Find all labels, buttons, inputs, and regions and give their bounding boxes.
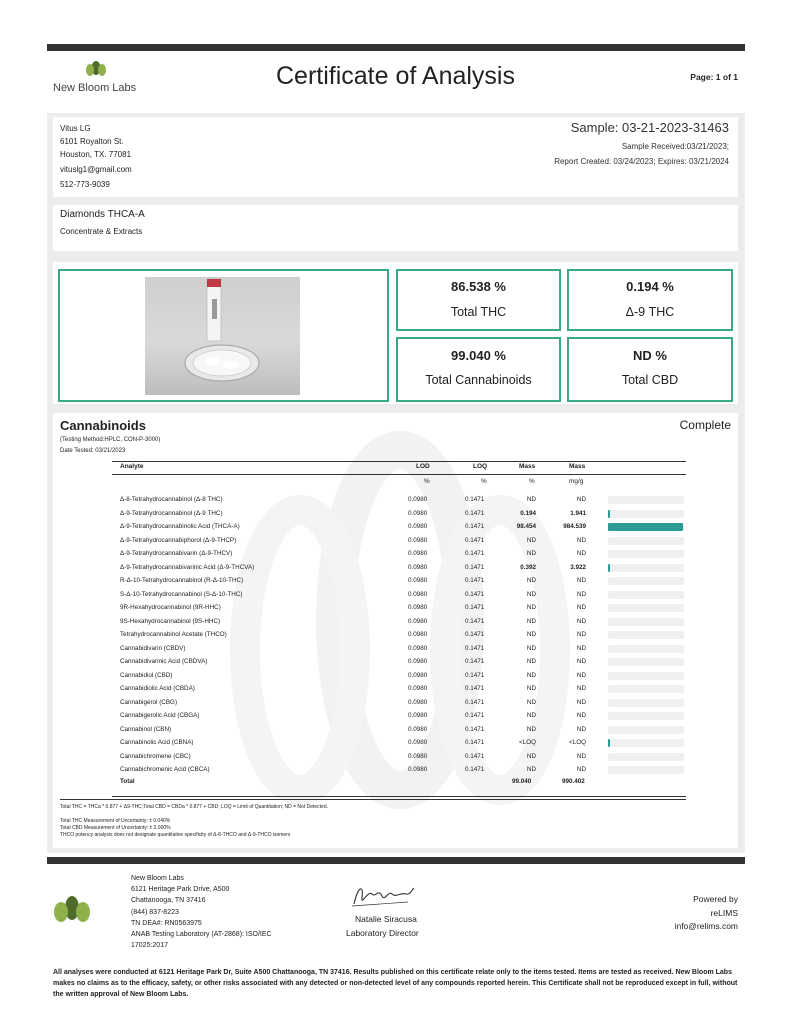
lod-value: 0.0980 [408, 536, 428, 544]
lod-value: 0.0980 [408, 685, 428, 692]
table-row [112, 589, 686, 602]
mass-mg-value: ND [576, 698, 586, 706]
lod-value: 0.0980 [408, 577, 428, 584]
footer-lab-name: New Bloom Labs [131, 875, 184, 882]
concentration-bar [608, 766, 684, 774]
col-mass-mg: Mass [569, 463, 586, 470]
lod-value: 0.0980 [408, 590, 428, 598]
metric-d9-thc [567, 269, 733, 331]
concentration-bar-fill [608, 564, 610, 572]
lod-value: 0.0980 [408, 644, 428, 652]
lod-value: 0.0980 [408, 604, 428, 611]
powered-by [675, 893, 738, 934]
footer-lab-info [131, 873, 272, 951]
powered-by-label: Powered by [693, 894, 738, 904]
concentration-bar [608, 523, 684, 531]
page-number: Page: 1 of 1 [690, 72, 738, 82]
footnote-cbd-uncertainty: Total CBD Measurement of Uncertainty: ± 2.000% [60, 825, 171, 831]
concentration-bar [608, 631, 684, 639]
d9-thc-label: Δ-9 THC [625, 305, 675, 319]
analyte-name: Cannabidiolic Acid (CBDA) [120, 685, 195, 692]
loq-value: 0.1471 [465, 685, 485, 692]
loq-value: 0.1471 [465, 577, 485, 584]
mass-pct-value: ND [526, 604, 536, 611]
lod-value: 0.0980 [408, 739, 428, 746]
analyte-name: Cannabidiol (CBD) [120, 671, 173, 679]
table-row [112, 764, 686, 777]
powered-by-name: reLIMS [710, 907, 738, 918]
mass-mg-value: ND [576, 590, 586, 598]
table-row [112, 548, 686, 561]
concentration-bar-fill [608, 510, 610, 518]
total-cbd-label: Total CBD [621, 373, 679, 387]
total-row [112, 778, 686, 790]
loq-value: 0.1471 [465, 617, 485, 625]
mass-pct-value: ND [526, 671, 536, 679]
table-row [112, 629, 686, 642]
unit-mass-pct: % [529, 478, 535, 485]
table-row [112, 521, 686, 534]
analyte-name: R-Δ-10-Tetrahydrocannabinol (R-Δ-10-THC) [120, 577, 244, 584]
loq-value: 0.1471 [465, 671, 485, 679]
product-panel [53, 205, 738, 251]
loq-value: 0.1471 [465, 766, 485, 773]
lod-value: 0.0980 [408, 550, 428, 557]
mass-mg-value: ND [576, 604, 586, 611]
sample-photo [145, 277, 300, 395]
mass-pct-value: ND [526, 617, 536, 625]
concentration-bar [608, 699, 684, 707]
loq-value: 0.1471 [465, 496, 485, 503]
signer-role: Laboratory Director [346, 928, 419, 938]
analyte-name: Cannabidivarin (CBDV) [120, 644, 186, 652]
cannabinoids-title: Cannabinoids [60, 418, 146, 433]
total-thc-label: Total THC [450, 305, 507, 319]
concentration-bar [608, 753, 684, 761]
table-row [112, 616, 686, 629]
sample-id: Sample: 03-21-2023-31463 [570, 120, 729, 135]
concentration-bar [608, 672, 684, 680]
analyte-name: Δ-9-Tetrahydrocannabinolic Acid (THCA-A) [120, 523, 240, 530]
mass-pct-value: ND [526, 725, 536, 733]
lod-value: 0.0980 [408, 712, 428, 719]
table-row [112, 494, 686, 507]
loq-value: 0.1471 [465, 644, 485, 652]
mass-mg-value: <LOQ [569, 739, 586, 746]
table-row [112, 697, 686, 710]
mass-pct-value: ND [526, 644, 536, 652]
mass-pct-value: ND [526, 590, 536, 598]
loq-value: 0.1471 [465, 550, 485, 557]
table-header [112, 461, 686, 475]
loq-value: 0.1471 [465, 658, 485, 665]
footer-address1: 6121 Heritage Park Drive, A500 [131, 886, 230, 894]
loq-value: 0.1471 [465, 752, 485, 760]
mass-mg-value: ND [576, 725, 586, 733]
col-analyte: Analyte [120, 463, 144, 470]
loq-value: 0.1471 [465, 631, 485, 638]
mass-mg-value: 984.539 [563, 523, 586, 530]
footer-iso: 17025:2017 [131, 942, 168, 950]
sample-received: Sample Received:03/21/2023; [621, 142, 729, 151]
lod-value: 0.0980 [408, 617, 428, 625]
footer-bar [47, 857, 745, 864]
mass-mg-value: ND [576, 712, 586, 719]
mass-mg-value: ND [576, 631, 586, 638]
loq-value: 0.1471 [465, 698, 485, 706]
metric-total-cannabinoids [396, 337, 561, 402]
table-row [112, 535, 686, 548]
concentration-bar [608, 537, 684, 545]
lod-value: 0.0980 [408, 523, 428, 530]
loq-value: 0.1471 [465, 739, 485, 746]
loq-value: 0.1471 [465, 712, 485, 719]
col-loq: LOQ [473, 463, 488, 470]
mass-pct-value: ND [526, 577, 536, 584]
total-label: Total [120, 778, 135, 785]
unit-mass-mg: mg/g [569, 478, 584, 485]
date-tested: Date Tested: 03/21/2023 [60, 448, 126, 454]
table-row [112, 562, 686, 575]
concentration-bar-fill [608, 739, 610, 747]
concentration-bar [608, 685, 684, 693]
mass-mg-value: ND [576, 685, 586, 692]
signer-name: Natalie Siracusa [355, 914, 417, 924]
col-lod: LOD [416, 463, 430, 470]
total-cbd-value: ND % [633, 348, 667, 363]
sample-meta [554, 139, 729, 169]
client-info [60, 121, 132, 192]
signature [348, 880, 418, 912]
mass-pct-value: ND [526, 658, 536, 665]
loq-value: 0.1471 [465, 725, 485, 733]
total-cannabinoids-value: 99.040 % [451, 348, 506, 363]
mass-mg-value: ND [576, 752, 586, 760]
powered-by-email: info@relims.com [674, 921, 738, 931]
table-row [112, 602, 686, 615]
lod-value: 0.0980 [408, 671, 428, 679]
report-created: Report Created: 03/24/2023; Expires: 03/21/2024 [554, 157, 729, 166]
total-divider [112, 796, 686, 797]
cannabinoids-status: Complete [679, 418, 731, 432]
lod-value: 0.0980 [408, 766, 428, 773]
mass-mg-value: 1.941 [570, 509, 586, 517]
mass-pct-value: ND [526, 766, 536, 773]
analyte-name: 9R-Hexahydrocannabinol (9R-HHC) [120, 604, 221, 611]
product-name: Diamonds THCA-A [60, 209, 145, 220]
units-row [112, 478, 686, 488]
loq-value: 0.1471 [465, 604, 485, 611]
testing-method: (Testing Method:HPLC, CON-P-3000) [60, 437, 161, 443]
client-name: Vitus LG [60, 124, 91, 133]
loq-value: 0.1471 [465, 563, 485, 571]
mass-mg-value: ND [576, 617, 586, 625]
analyte-name: Δ-9-Tetrahydrocannabinol (Δ-9 THC) [120, 509, 223, 517]
table-row [112, 670, 686, 683]
footnote-definitions: Total THC = THCa * 0.877 + Δ9-THC;Total CBD = CBDa * 0.877 + CBD; LOQ = Limit of Quantitation; ND = Not Detected. [60, 804, 328, 810]
table-row [112, 656, 686, 669]
mass-pct-value: ND [526, 550, 536, 557]
analyte-name: Cannabinol (CBN) [120, 725, 172, 733]
concentration-bar [608, 712, 684, 720]
mass-pct-value: ND [526, 698, 536, 706]
lod-value: 0.0980 [408, 752, 428, 760]
mass-mg-value: ND [576, 550, 586, 557]
unit-loq: % [481, 478, 487, 485]
loq-value: 0.1471 [465, 590, 485, 598]
mass-mg-value: ND [576, 536, 586, 544]
client-address1: 6101 Royalton St. [60, 137, 124, 146]
concentration-bar [608, 645, 684, 653]
mass-mg-value: ND [576, 496, 586, 503]
metric-total-thc [396, 269, 561, 331]
concentration-bar [608, 591, 684, 599]
loq-value: 0.1471 [465, 536, 485, 544]
analyte-name: Cannabidivarinic Acid (CBDVA) [120, 658, 208, 665]
concentration-bar [608, 604, 684, 612]
total-pct: 99.040 [512, 778, 532, 785]
mass-pct-value: ND [526, 536, 536, 544]
analyte-name: Cannabigerol (CBG) [120, 698, 178, 706]
mass-mg-value: ND [576, 658, 586, 665]
product-category: Concentrate & Extracts [60, 227, 143, 236]
mass-pct-value: ND [526, 496, 536, 503]
mass-pct-value: ND [526, 631, 536, 638]
metric-total-cbd [567, 337, 733, 402]
lod-value: 0.0980 [408, 563, 428, 571]
lod-value: 0.0980 [408, 658, 428, 665]
concentration-bar [608, 658, 684, 666]
mass-pct-value: ND [526, 712, 536, 719]
table-row [112, 575, 686, 588]
lab-logo-text: New Bloom Labs [53, 82, 137, 94]
lod-value: 0.0980 [408, 725, 428, 733]
footer-anab: ANAB Testing Laboratory (AT-2868): ISO/IEC [131, 931, 272, 939]
mass-mg-value: ND [576, 671, 586, 679]
footer-phone: (844) 837-8223 [131, 908, 179, 916]
unit-lod: % [424, 478, 430, 485]
analyte-name: Cannabichromene (CBC) [120, 752, 191, 760]
mass-pct-value: ND [526, 752, 536, 760]
header-bar [47, 44, 745, 51]
col-mass-pct: Mass [519, 463, 536, 470]
mass-mg-value: ND [576, 644, 586, 652]
concentration-bar [608, 726, 684, 734]
total-mg: 990.402 [562, 778, 585, 785]
footer-address2: Chattanooga, TN 37416 [131, 897, 206, 905]
analyte-name: Δ-9-Tetrahydrocannabivarinic Acid (Δ-9-THCVA) [120, 563, 255, 571]
lod-value: 0.0980 [408, 631, 428, 638]
mass-mg-value: ND [576, 577, 586, 584]
loq-value: 0.1471 [465, 523, 485, 530]
analyte-name: Δ-8-Tetrahydrocannabinol (Δ-8 THC) [120, 496, 223, 503]
footnote-thc-uncertainty: Total THC Measurement of Uncertainty: ± 0.040% [60, 818, 171, 824]
lod-value: 0.0980 [408, 509, 428, 517]
analyte-name: Tetrahydrocannabinol Acetate (THCO) [120, 631, 227, 638]
total-cannabinoids-label: Total Cannabinoids [425, 373, 532, 387]
concentration-bar [608, 496, 684, 504]
footer-logo-icon [52, 893, 92, 929]
footnote-thco: THCO potency analysis does not designate quantitative specificity of Δ-8-THCO and Δ-9-THCO isomers [60, 832, 291, 838]
disclaimer: All analyses were conducted at 6121 Heritage Park Dr, Suite A500 Chattanooga, TN 37416. Results published on this certificate relate only to the items tested. Items are tested as received. New Bloom Labs makes no claims as to the efficacy, safety, or other risks associated with any detected or non-detected level of any compounds reported herein. This Certificate shall not be reproduced except in full, without the written approval of New Bloom Labs. [53, 969, 738, 998]
mass-pct-value: 0.194 [520, 509, 536, 517]
mass-pct-value: 0.392 [520, 563, 536, 571]
table-row [112, 643, 686, 656]
analyte-name: 9S-Hexahydrocannabinol (9S-HHC) [120, 617, 221, 625]
concentration-bar [608, 618, 684, 626]
total-thc-value: 86.538 % [451, 279, 506, 294]
table-row [112, 508, 686, 521]
client-email: vituslg1@gmail.com [60, 165, 132, 174]
mass-mg-value: 3.922 [570, 563, 586, 571]
analyte-name: Cannabigerolic Acid (CBGA) [120, 712, 200, 719]
analyte-name: S-Δ-10-Tetrahydrocannabinol (S-Δ-10-THC) [120, 590, 243, 598]
concentration-bar [608, 739, 684, 747]
mass-pct-value: ND [526, 685, 536, 692]
table-bottom-line [60, 799, 686, 800]
concentration-bar-fill [608, 523, 683, 531]
table-row [112, 683, 686, 696]
analyte-name: Δ-9-Tetrahydrocannabivarin (Δ-9-THCV) [120, 550, 233, 557]
d9-thc-value: 0.194 % [626, 279, 674, 294]
table-row [112, 724, 686, 737]
mass-pct-value: 98.454 [516, 523, 536, 530]
analyte-name: Cannabinolic Acid (CBNA) [120, 739, 194, 746]
concentration-bar [608, 510, 684, 518]
mass-pct-value: <LOQ [519, 739, 536, 746]
footer-dea: TN DEA#: RN0563975 [131, 919, 202, 927]
table-row [112, 710, 686, 723]
loq-value: 0.1471 [465, 509, 485, 517]
table-row [112, 751, 686, 764]
concentration-bar [608, 564, 684, 572]
concentration-bar [608, 550, 684, 558]
page-title: Certificate of Analysis [276, 62, 515, 90]
analyte-name: Δ-9-Tetrahydrocannabiphorol (Δ-9-THCP) [120, 536, 237, 544]
analyte-name: Cannabichromenic Acid (CBCA) [120, 766, 210, 773]
client-address2: Houston, TX. 77081 [60, 150, 132, 159]
mass-mg-value: ND [576, 766, 586, 773]
concentration-bar [608, 577, 684, 585]
table-row [112, 737, 686, 750]
lod-value: 0.0980 [408, 698, 428, 706]
client-phone: 512-773-9039 [60, 180, 110, 189]
lod-value: 0.0980 [408, 496, 428, 503]
